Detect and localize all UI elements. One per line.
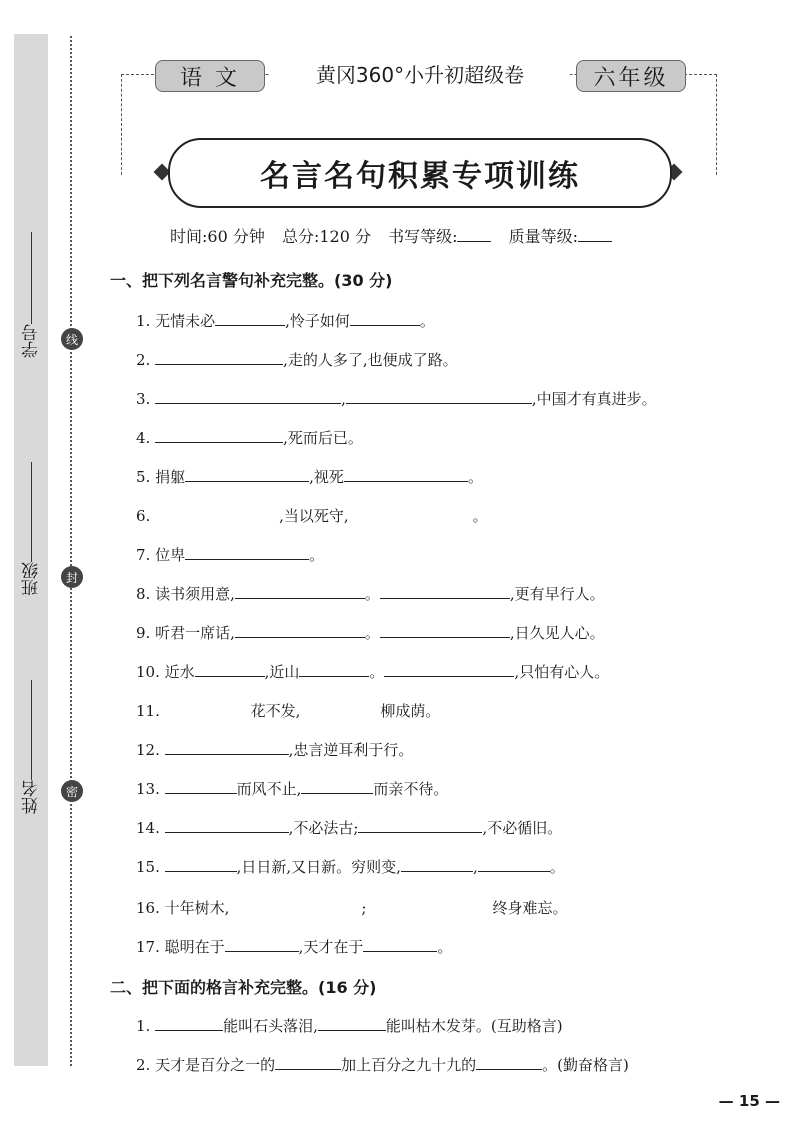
class-label: 班级 — [21, 562, 42, 596]
question-9: 9. 听君一席话, 。 ,日久见人心。 — [136, 624, 605, 642]
answer-blank[interactable] — [165, 779, 237, 794]
answer-blank[interactable] — [300, 702, 380, 716]
binding-dotted-line — [70, 36, 72, 1066]
question-6: 6. ,当以死守, 。 — [136, 507, 488, 525]
name-blank — [31, 680, 32, 780]
question-8: 8. 读书须用意, 。 ,更有早行人。 — [136, 585, 605, 603]
question-14: 14. ,不必法古; ,不必循旧。 — [136, 819, 563, 837]
grade-tag: 六年级 — [576, 60, 686, 92]
answer-blank[interactable] — [478, 857, 550, 872]
answer-blank[interactable] — [301, 779, 373, 794]
name-field — [14, 680, 48, 814]
writing-grade-blank[interactable] — [457, 227, 491, 242]
answer-blank[interactable] — [155, 350, 283, 365]
subject-tag: 语 文 — [155, 60, 265, 92]
series-title: 黄冈360°小升初超级卷 — [270, 62, 570, 88]
answer-blank[interactable] — [318, 1016, 386, 1031]
question-7: 7. 位卑 。 — [136, 546, 325, 564]
page-number: — 15 — — [718, 1092, 780, 1110]
answer-blank[interactable] — [155, 1016, 223, 1031]
question-11: 11. 花不发, 柳成荫。 — [136, 702, 441, 720]
title-banner — [168, 138, 672, 208]
answer-blank[interactable] — [235, 623, 365, 638]
question-1: 1. 无情未必 ,怜子如何 。 — [136, 312, 435, 330]
question-4: 4. ,死而后已。 — [136, 429, 363, 447]
answer-blank[interactable] — [235, 584, 365, 599]
answer-blank[interactable] — [165, 818, 289, 833]
class-blank — [31, 462, 32, 562]
answer-blank[interactable] — [346, 389, 532, 404]
section-1-heading: 一、把下列名言警句补充完整。(30 分) — [110, 271, 393, 290]
answer-blank[interactable] — [185, 545, 309, 560]
answer-blank[interactable] — [155, 428, 283, 443]
question-15: 15. ,日日新,又日新。穷则变, , 。 — [136, 858, 565, 876]
answer-blank[interactable] — [165, 702, 251, 716]
answer-blank[interactable] — [165, 740, 289, 755]
seal-line-badge: 线 — [61, 328, 83, 350]
answer-blank[interactable] — [185, 467, 309, 482]
answer-blank[interactable] — [275, 1055, 341, 1070]
class-field — [14, 462, 48, 596]
answer-blank[interactable] — [155, 507, 279, 521]
answer-blank[interactable] — [155, 389, 341, 404]
name-label: 姓名 — [21, 780, 42, 814]
answer-blank[interactable] — [225, 937, 299, 952]
answer-blank[interactable] — [384, 662, 514, 677]
answer-blank[interactable] — [165, 857, 237, 872]
exam-meta — [170, 224, 624, 247]
time-info: 时间:60 分钟 — [170, 227, 265, 246]
answer-blank[interactable] — [344, 467, 468, 482]
question-10: 10. 近水 ,近山 。 ,只怕有心人。 — [136, 663, 610, 681]
question-12: 12. ,忠言逆耳利于行。 — [136, 741, 414, 759]
motto-2: 2. 天才是百分之一的 加上百分之九十九的 。(勤奋格言) — [136, 1056, 629, 1074]
question-13: 13. 而风不止, 而亲不待。 — [136, 780, 449, 798]
quality-grade-info: 质量等级: — [509, 227, 612, 246]
answer-blank[interactable] — [476, 1055, 542, 1070]
answer-blank[interactable] — [349, 507, 473, 521]
answer-blank[interactable] — [350, 311, 420, 326]
answer-blank[interactable] — [363, 937, 437, 952]
answer-blank[interactable] — [380, 584, 510, 599]
answer-blank[interactable] — [380, 623, 510, 638]
question-16: 16. 十年树木, ; 终身难忘。 — [136, 899, 568, 917]
page-title: 名言名句积累专项训练 — [260, 159, 580, 194]
seal-secret-badge: 密 — [61, 780, 83, 802]
answer-blank[interactable] — [195, 662, 265, 677]
question-5: 5. 捐躯 ,视死 。 — [136, 468, 483, 486]
motto-1: 1. 能叫石头落泪, 能叫枯木发芽。(互助格言) — [136, 1017, 563, 1035]
answer-blank[interactable] — [299, 662, 369, 677]
total-score-info: 总分:120 分 — [281, 227, 371, 246]
student-id-label: 学号 — [21, 324, 42, 358]
answer-blank[interactable] — [401, 857, 473, 872]
question-3: 3. , ,中国才有真进步。 — [136, 390, 657, 408]
writing-grade-info: 书写等级: — [388, 227, 491, 246]
student-id-blank — [31, 232, 32, 324]
quality-grade-blank[interactable] — [578, 227, 612, 242]
answer-blank[interactable] — [229, 899, 361, 913]
section-2-heading: 二、把下面的格言补充完整。(16 分) — [110, 978, 377, 997]
answer-blank[interactable] — [366, 899, 492, 913]
student-id-field — [14, 232, 48, 358]
question-2: 2. ,走的人多了,也便成了路。 — [136, 351, 458, 369]
answer-blank[interactable] — [215, 311, 285, 326]
question-17: 17. 聪明在于 ,天才在于 。 — [136, 938, 453, 956]
answer-blank[interactable] — [358, 818, 482, 833]
seal-seal-badge: 封 — [61, 566, 83, 588]
